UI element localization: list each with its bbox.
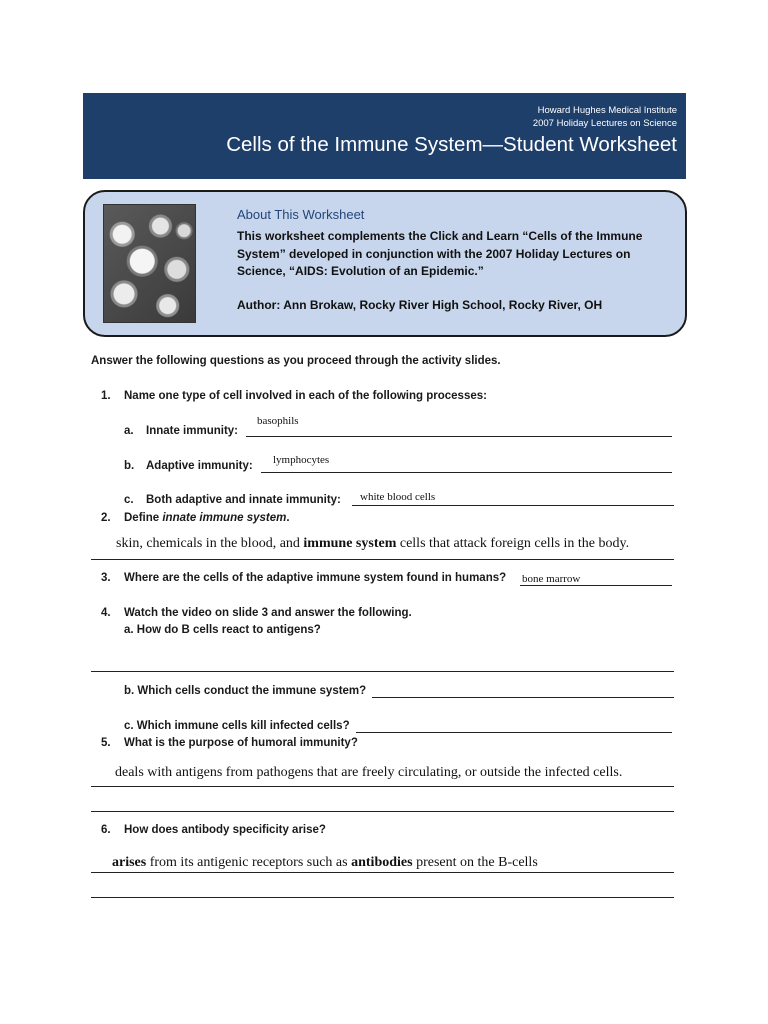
q2-prefix: Define: [124, 512, 163, 524]
q5-answer-line-2[interactable]: [91, 811, 674, 812]
q1c-letter: c.: [124, 494, 134, 506]
about-heading: About This Worksheet: [237, 207, 365, 222]
q4a-text: a. How do B cells react to antigens?: [124, 624, 321, 636]
q2-answer: skin, chemicals in the blood, and immune system cells that attack foreign cells in the body.: [116, 536, 630, 551]
q6-text: How does antibody specificity arise?: [124, 824, 326, 836]
page-title: Cells of the Immune System—Student Worksheet: [226, 133, 677, 156]
q3-number: 3.: [101, 572, 111, 584]
q4c-text: c. Which immune cells kill infected cells?: [124, 720, 350, 732]
about-box: [83, 190, 687, 337]
q5-answer-line-1[interactable]: [91, 786, 674, 787]
worksheet-header: [83, 93, 686, 179]
q2-number: 2.: [101, 512, 111, 524]
about-author: Author: Ann Brokaw, Rocky River High School, Rocky River, OH: [237, 298, 603, 312]
q2-term: innate immune system: [162, 512, 287, 524]
q1a-label: Innate immunity:: [146, 425, 239, 437]
q1a-letter: a.: [124, 425, 134, 437]
q1b-answer: lymphocytes: [273, 454, 330, 466]
institute-name: Howard Hughes Medical Institute: [537, 105, 677, 116]
about-description: This worksheet complements the Click and Learn “Cells of the Immune System” developed in conjunction with the 2007 Holiday Lectures on Science, “AIDS: Evolution of an Epidemic.”: [237, 229, 643, 278]
q1a-answer: basophils: [257, 415, 299, 427]
q4-number: 4.: [101, 607, 111, 619]
q6-answer: arises from its antigenic receptors such as antibodies present on the B-cells: [112, 855, 538, 870]
q2-text: [124, 512, 290, 524]
q6-answer-line-2[interactable]: [91, 897, 674, 898]
immune-cells-photo: [103, 204, 196, 323]
q1c-answer: white blood cells: [360, 491, 436, 503]
q1-number: 1.: [101, 390, 111, 402]
q5-answer: deals with antigens from pathogens that are freely circulating, or outside the infected cells.: [115, 765, 623, 780]
q6-answer-line-1[interactable]: [91, 872, 674, 873]
header-institute: [533, 104, 677, 130]
q1-text: Name one type of cell involved in each of the following processes:: [124, 390, 487, 402]
q4-text: Watch the video on slide 3 and answer the following.: [124, 607, 412, 619]
q4b-text: b. Which cells conduct the immune system?: [124, 685, 367, 697]
q1c-label: Both adaptive and innate immunity:: [146, 494, 341, 506]
q3-answer: bone marrow: [522, 573, 581, 585]
q4a-answer-line[interactable]: [91, 671, 674, 672]
q3-answer-line[interactable]: [520, 585, 672, 586]
q2-suffix: .: [286, 512, 290, 524]
q2-answer-line[interactable]: [91, 559, 674, 560]
q1a-answer-line[interactable]: [246, 436, 672, 437]
q6-number: 6.: [101, 824, 111, 836]
q1b-label: Adaptive immunity:: [146, 460, 253, 472]
event-name: 2007 Holiday Lectures on Science: [532, 118, 677, 129]
q5-number: 5.: [101, 737, 111, 749]
q1b-letter: b.: [124, 460, 135, 472]
q1c-answer-line[interactable]: [352, 505, 674, 506]
q1b-answer-line[interactable]: [261, 472, 672, 473]
q4b-answer-line[interactable]: [372, 697, 674, 698]
q3-text: Where are the cells of the adaptive immune system found in humans?: [124, 572, 507, 584]
q4c-answer-line[interactable]: [356, 732, 672, 733]
q5-text: What is the purpose of humoral immunity?: [124, 737, 358, 749]
intro-text: Answer the following questions as you proceed through the activity slides.: [91, 355, 501, 367]
